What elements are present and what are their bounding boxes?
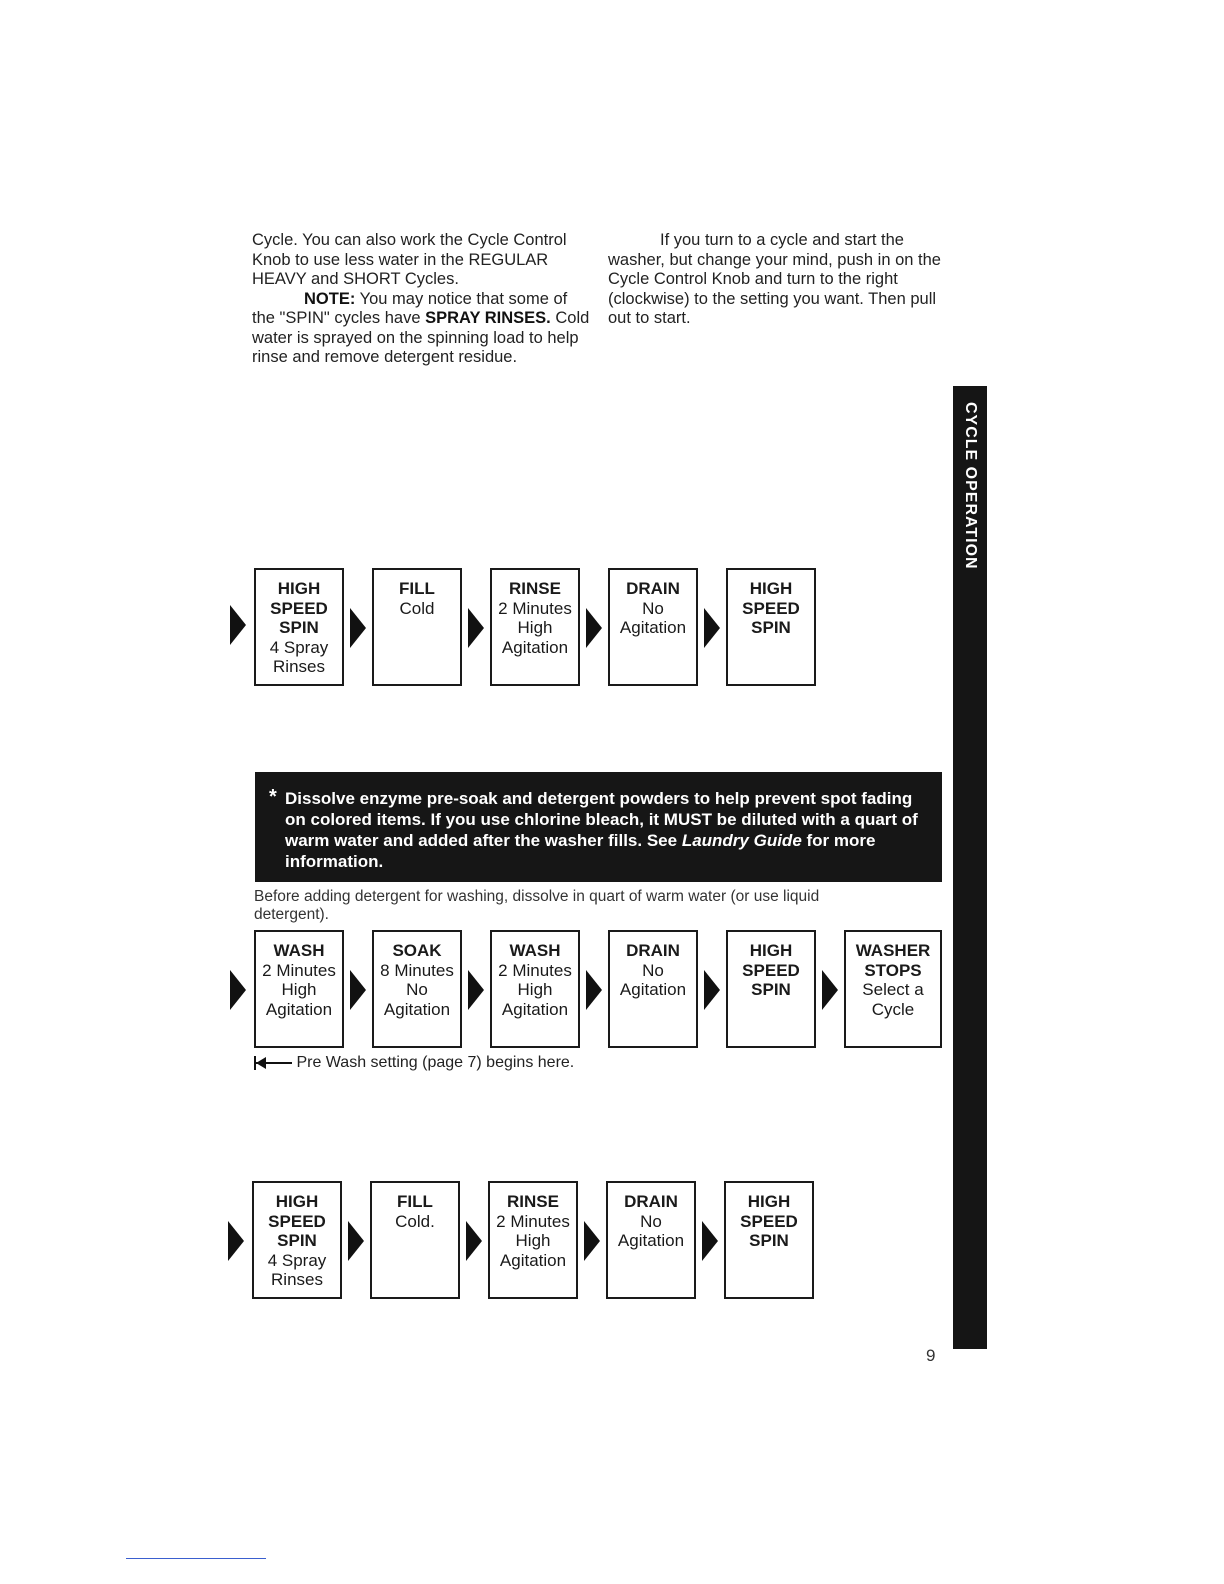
step-title: DRAIN (624, 1192, 678, 1211)
arrow-icon (702, 1221, 718, 1261)
step-body: 2 Minutes High Agitation (498, 598, 572, 657)
step-body: Cold (399, 598, 435, 618)
warning-banner (255, 772, 942, 882)
step-box (844, 930, 942, 1048)
arrow-icon (466, 1221, 482, 1261)
prewash-note (254, 1054, 574, 1072)
step-box (726, 568, 816, 686)
step-body: 4 Spray Rinses (269, 637, 329, 676)
step-box (254, 930, 344, 1048)
step-title: HIGH SPEED SPIN (740, 1192, 798, 1250)
step-box (254, 568, 344, 686)
step-title: RINSE (509, 579, 561, 598)
banner-text: Dissolve enzyme pre-soak and detergent powders to help prevent spot fading on colored items. If you use chlorine bleach, it MUST be diluted with a quart of warm water and added after the washer fills. See (285, 789, 918, 850)
step-title: HIGH SPEED SPIN (270, 579, 328, 637)
note-emphasis: SPRAY RINSES. (425, 309, 551, 327)
arrow-icon (704, 970, 720, 1010)
step-body: 2 Minutes High Agitation (262, 960, 336, 1019)
arrow-icon (350, 970, 366, 1010)
left-paragraph-1: Cycle. You can also work the Cycle Control Knob to use less water in the REGULAR HEAVY and SHORT Cycles. (252, 231, 567, 288)
step-box (726, 930, 816, 1048)
step-box (606, 1181, 696, 1299)
step-title: SOAK (392, 941, 442, 960)
arrow-icon (468, 970, 484, 1010)
note-label: NOTE: (304, 289, 356, 308)
arrow-icon (230, 605, 246, 645)
step-box (608, 568, 698, 686)
arrow-icon (468, 608, 484, 648)
side-tab-label: CYCLE OPERATION (962, 402, 979, 570)
arrow-icon (822, 970, 838, 1010)
step-box (724, 1181, 814, 1299)
step-title: HIGH SPEED SPIN (268, 1192, 326, 1250)
step-title: HIGH SPEED SPIN (742, 941, 800, 999)
step-body: No Agitation (619, 960, 687, 999)
right-text-column (608, 231, 943, 329)
step-title: HIGH SPEED SPIN (742, 579, 800, 637)
step-body: No Agitation (619, 598, 687, 637)
arrow-icon (704, 608, 720, 648)
arrow-icon (230, 970, 246, 1010)
step-body: 8 Minutes No Agitation (380, 960, 454, 1019)
banner-italic: Laundry Guide (681, 831, 802, 850)
arrow-icon (584, 1221, 600, 1261)
step-title: WASH (273, 941, 325, 960)
step-box (372, 930, 462, 1048)
step-title: DRAIN (626, 941, 680, 960)
asterisk-icon: * (269, 786, 277, 808)
step-body: Select a Cycle (862, 980, 924, 1019)
banner-text-end: for more information. (285, 831, 876, 871)
step-box (370, 1181, 460, 1299)
left-text-column (252, 231, 592, 368)
step-title: DRAIN (626, 579, 680, 598)
step-box (252, 1181, 342, 1299)
arrow-icon (348, 1221, 364, 1261)
note-text-2: Cold water is sprayed on the spinning load to help rinse and remove detergent residue. (252, 309, 590, 366)
step-title: RINSE (507, 1192, 559, 1211)
step-title: FILL (399, 579, 435, 598)
page-number: 9 (926, 1346, 936, 1365)
step-body: No Agitation (617, 1211, 685, 1250)
arrow-icon (228, 1221, 244, 1261)
step-box (372, 568, 462, 686)
arrow-icon (350, 608, 366, 648)
step-body: 2 Minutes High Agitation (496, 1211, 570, 1270)
step-body: 2 Minutes High Agitation (498, 960, 572, 1019)
left-arrow-icon (256, 1062, 292, 1064)
right-paragraph-1: If you turn to a cycle and start the washer, but change your mind, push in on the Cycle Control Knob and turn to the right (clockwise) to the setting you want. Then pull out to start. (608, 231, 941, 327)
step-box (488, 1181, 578, 1299)
step-title: WASHER STOPS (855, 941, 931, 980)
step-title: WASH (509, 941, 561, 960)
step-body: 4 Spray Rinses (267, 1250, 327, 1289)
step-box (490, 930, 580, 1048)
arrow-icon (586, 970, 602, 1010)
note-paragraph (252, 290, 592, 368)
step-box (608, 930, 698, 1048)
prewash-text: Pre Wash setting (page 7) begins here. (296, 1054, 575, 1071)
step-body: Cold. (395, 1211, 435, 1231)
before-adding-note: Before adding detergent for washing, dissolve in quart of warm water (or use liquid detergent). (254, 888, 820, 923)
note-text-1: You may notice that some of the "SPIN" cycles have (252, 289, 568, 327)
arrow-icon (586, 608, 602, 648)
footer-rule (126, 1558, 266, 1559)
step-box (490, 568, 580, 686)
step-title: FILL (397, 1192, 433, 1211)
